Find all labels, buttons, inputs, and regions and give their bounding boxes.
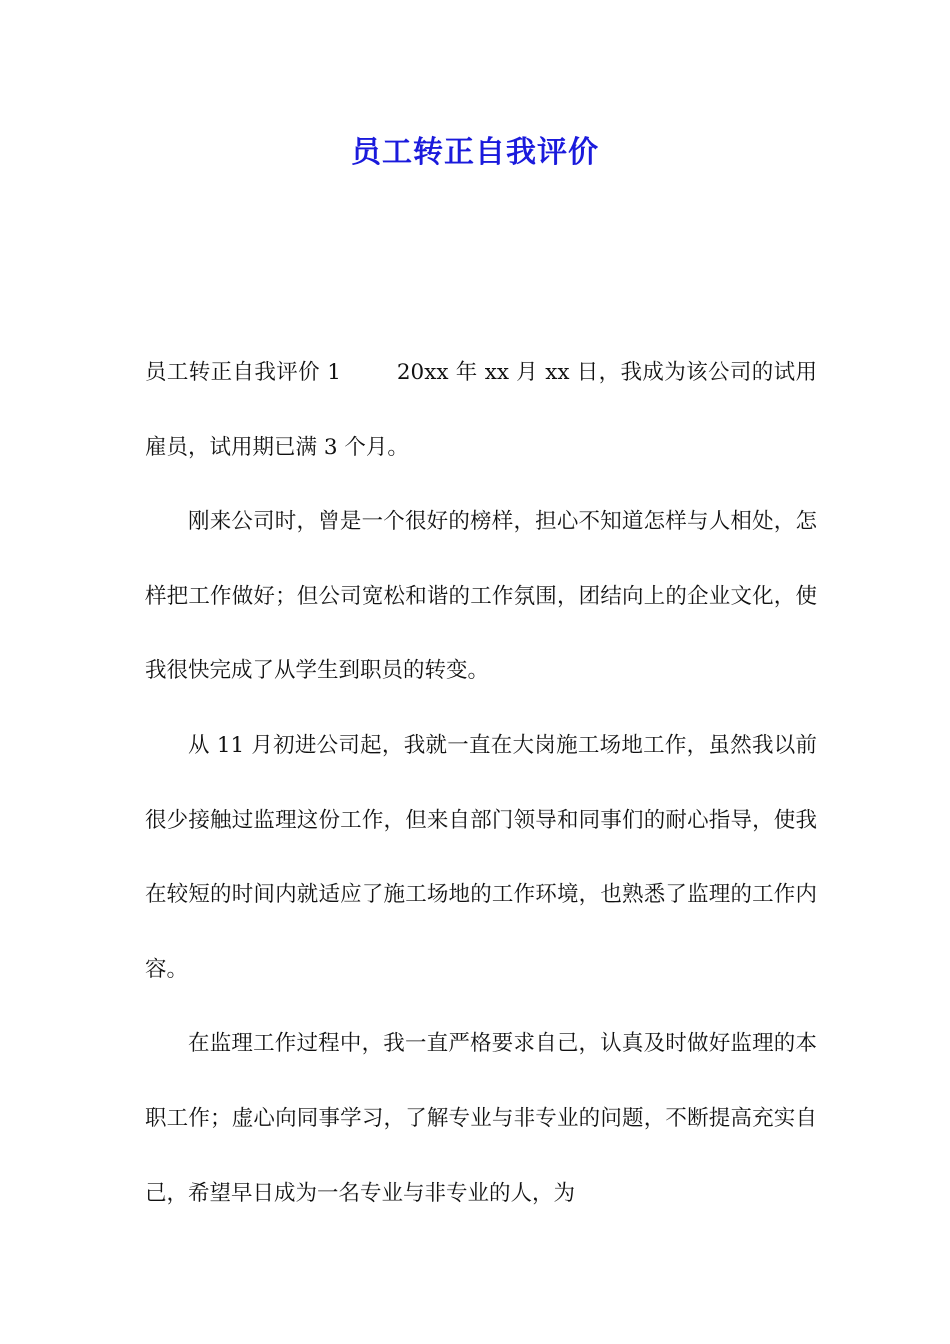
section-heading: 员工转正自我评价 1: [145, 360, 341, 385]
paragraph-1-text: 20xx 年 xx 月 xx 日，我成为该公司的试用雇员，试用期已满 3 个月。: [145, 360, 817, 460]
document-title: 员工转正自我评价: [351, 135, 599, 170]
document-body: [145, 336, 817, 1231]
paragraph-3: 从 11 月初进公司起，我就一直在大岗施工场地工作，虽然我以前很少接触过监理这份工作，但来自部门领导和同事们的耐心指导，使我在较短的时间内就适应了施工场地的工作环境，也熟悉了监理的工作内容。: [145, 732, 817, 982]
paragraph-2: 刚来公司时，曾是一个很好的榜样，担心不知道怎样与人相处，怎样把工作做好；但公司宽松和谐的工作氛围，团结向上的企业文化，使我很快完成了从学生到职员的转变。: [145, 509, 817, 684]
paragraph-1: [145, 336, 817, 485]
paragraph-4: 在监理工作过程中，我一直严格要求自己，认真及时做好监理的本职工作；虚心向同事学习，了解专业与非专业的问题，不断提高充实自己，希望早日成为一名专业与非专业的人，为: [145, 1031, 817, 1206]
